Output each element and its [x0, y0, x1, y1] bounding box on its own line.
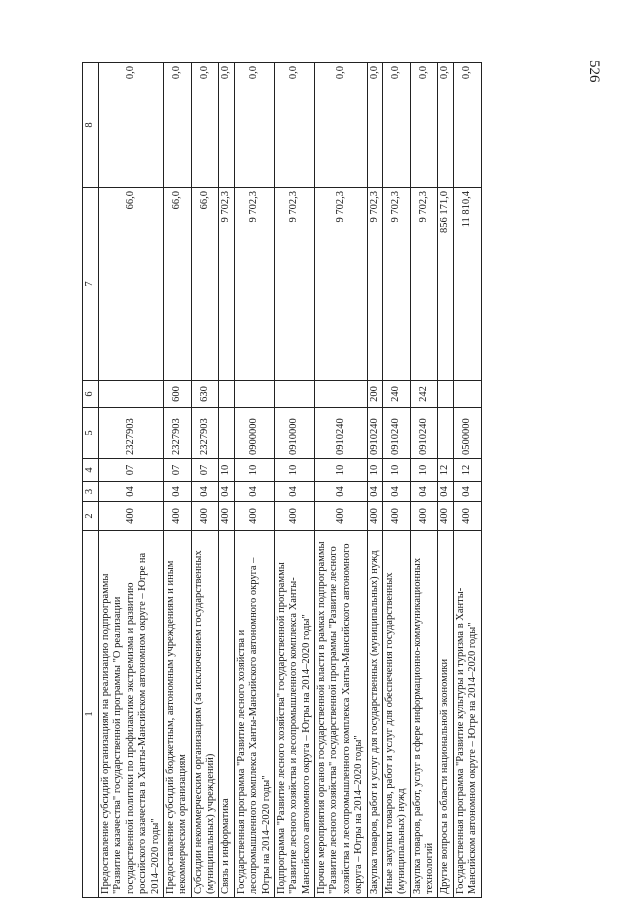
- value-cell-col-5: 2327903: [163, 408, 191, 459]
- value-cell-col-2: 400: [274, 502, 314, 531]
- value-cell-col-4: 07: [191, 459, 219, 482]
- budget-table: [82, 62, 482, 898]
- row-name-cell: Субсидии некоммерческим организациям (за исключением государственных (муниципальных) учреждений): [191, 531, 219, 898]
- value-cell-col-7: 9 702,3: [382, 188, 410, 381]
- value-cell-col-3: 04: [234, 482, 274, 502]
- value-cell-col-8: 0,0: [274, 63, 314, 188]
- value-cell-col-8: 0,0: [191, 63, 219, 188]
- value-cell-col-8: 0,0: [382, 63, 410, 188]
- value-cell-col-7: 11 810,4: [453, 188, 481, 381]
- value-cell-col-4: 10: [382, 459, 410, 482]
- value-cell-col-3: 04: [315, 482, 368, 502]
- value-cell-col-8: 0,0: [367, 63, 382, 188]
- value-cell-col-5: [219, 408, 234, 459]
- table-row: [163, 63, 191, 898]
- value-cell-col-5: [438, 408, 453, 459]
- value-cell-col-8: 0,0: [163, 63, 191, 188]
- value-cell-col-7: 856 171,0: [438, 188, 453, 381]
- value-cell-col-6: [99, 381, 164, 408]
- row-name-cell: Иные закупки товаров, работ и услуг для обеспечения государственных (муниципальных) нужд: [382, 531, 410, 898]
- value-cell-col-2: 400: [163, 502, 191, 531]
- row-name-cell: Государственная программа "Развитие культуры и туризма в Ханты-Мансийском автономном округе – Югре на 2014–2020 годы": [453, 531, 481, 898]
- value-cell-col-4: 10: [219, 459, 234, 482]
- value-cell-col-4: 12: [438, 459, 453, 482]
- column-header-7: 7: [83, 188, 99, 381]
- column-header-4: 4: [83, 459, 99, 482]
- column-header-3: 3: [83, 482, 99, 502]
- column-header-1: 1: [83, 531, 99, 898]
- value-cell-col-2: 400: [99, 502, 164, 531]
- table-row: [99, 63, 164, 898]
- column-header-6: 6: [83, 381, 99, 408]
- value-cell-col-8: 0,0: [99, 63, 164, 188]
- value-cell-col-5: 2327903: [191, 408, 219, 459]
- value-cell-col-6: [315, 381, 368, 408]
- value-cell-col-7: 9 702,3: [234, 188, 274, 381]
- table-body: [99, 63, 482, 898]
- value-cell-col-7: 9 702,3: [410, 188, 438, 381]
- table-row: [410, 63, 438, 898]
- value-cell-col-3: 04: [438, 482, 453, 502]
- value-cell-col-7: 9 702,3: [219, 188, 234, 381]
- value-cell-col-6: 600: [163, 381, 191, 408]
- column-header-5: 5: [83, 408, 99, 459]
- table-row: [274, 63, 314, 898]
- table-row: [453, 63, 481, 898]
- table-row: [191, 63, 219, 898]
- value-cell-col-8: 0,0: [410, 63, 438, 188]
- row-name-cell: Государственная программа "Развитие лесного хозяйства и лесопромышленного комплекса Ханты-Мансийского автономного округа – Югры на 2014–2020 годы": [234, 531, 274, 898]
- value-cell-col-8: 0,0: [315, 63, 368, 188]
- value-cell-col-3: 04: [219, 482, 234, 502]
- value-cell-col-3: 04: [274, 482, 314, 502]
- value-cell-col-4: 10: [315, 459, 368, 482]
- row-name-cell: Предоставление субсидий бюджетным, автономным учреждениям и иным некоммерческим организациям: [163, 531, 191, 898]
- rotated-page-content: [82, 63, 587, 898]
- value-cell-col-3: 04: [382, 482, 410, 502]
- row-name-cell: Прочие мероприятия органов государственной власти в рамках подпрограммы "Развитие лесного хозяйства" государственной программы "Развитие лесного хозяйства и лесопромышленного комплекса Ханты-Мансийского автономного округа – Югры на 2014–2020 годы": [315, 531, 368, 898]
- value-cell-col-3: 04: [163, 482, 191, 502]
- header-row: [83, 63, 99, 898]
- column-header-2: 2: [83, 502, 99, 531]
- value-cell-col-2: 400: [438, 502, 453, 531]
- value-cell-col-5: 0910240: [410, 408, 438, 459]
- value-cell-col-6: 630: [191, 381, 219, 408]
- value-cell-col-6: 240: [382, 381, 410, 408]
- value-cell-col-6: [274, 381, 314, 408]
- value-cell-col-6: 200: [367, 381, 382, 408]
- value-cell-col-7: 66,0: [163, 188, 191, 381]
- value-cell-col-8: 0,0: [234, 63, 274, 188]
- value-cell-col-5: 2327903: [99, 408, 164, 459]
- value-cell-col-4: 10: [274, 459, 314, 482]
- value-cell-col-2: 400: [367, 502, 382, 531]
- row-name-cell: Закупка товаров, работ и услуг для государственных (муниципальных) нужд: [367, 531, 382, 898]
- page-number: 526: [586, 60, 602, 83]
- value-cell-col-4: 07: [99, 459, 164, 482]
- value-cell-col-5: 0910240: [382, 408, 410, 459]
- value-cell-col-5: 0900000: [234, 408, 274, 459]
- value-cell-col-6: [453, 381, 481, 408]
- value-cell-col-3: 04: [453, 482, 481, 502]
- value-cell-col-8: 0,0: [438, 63, 453, 188]
- value-cell-col-3: 04: [410, 482, 438, 502]
- table-row: [382, 63, 410, 898]
- value-cell-col-4: 10: [234, 459, 274, 482]
- value-cell-col-2: 400: [191, 502, 219, 531]
- row-name-cell: Подпрограмма "Развитие лесного хозяйства" государственной программы "Развитие лесного хозяйства и лесопромышленного комплекса Ханты-Мансийского автономного округа – Югры на 2014–2020 годы": [274, 531, 314, 898]
- value-cell-col-2: 400: [315, 502, 368, 531]
- value-cell-col-6: [219, 381, 234, 408]
- value-cell-col-2: 400: [382, 502, 410, 531]
- value-cell-col-7: 9 702,3: [274, 188, 314, 381]
- value-cell-col-5: 0910240: [315, 408, 368, 459]
- value-cell-col-5: 0910240: [367, 408, 382, 459]
- value-cell-col-6: [234, 381, 274, 408]
- value-cell-col-3: 04: [367, 482, 382, 502]
- row-name-cell: Другие вопросы в области национальной экономики: [438, 531, 453, 898]
- row-name-cell: Связь и информатика: [219, 531, 234, 898]
- table-row: [315, 63, 368, 898]
- value-cell-col-7: 9 702,3: [367, 188, 382, 381]
- value-cell-col-7: 66,0: [99, 188, 164, 381]
- table-row: [438, 63, 453, 898]
- value-cell-col-8: 0,0: [219, 63, 234, 188]
- value-cell-col-6: [438, 381, 453, 408]
- value-cell-col-5: 0910000: [274, 408, 314, 459]
- value-cell-col-4: 10: [367, 459, 382, 482]
- value-cell-col-2: 400: [453, 502, 481, 531]
- value-cell-col-3: 04: [191, 482, 219, 502]
- table-row: [219, 63, 234, 898]
- value-cell-col-7: 66,0: [191, 188, 219, 381]
- table-row: [234, 63, 274, 898]
- value-cell-col-7: 9 702,3: [315, 188, 368, 381]
- value-cell-col-2: 400: [219, 502, 234, 531]
- row-name-cell: Предоставление субсидий организациям на реализацию подпрограммы "Развитие казачества" государственной программы "О реализации государственной политики по профилактике экстремизма и развитию российского казачества в Ханты-Мансийском автономном округе – Югре на 2014–2020 годы": [99, 531, 164, 898]
- column-header-8: 8: [83, 63, 99, 188]
- value-cell-col-2: 400: [410, 502, 438, 531]
- value-cell-col-8: 0,0: [453, 63, 481, 188]
- value-cell-col-4: 12: [453, 459, 481, 482]
- value-cell-col-6: 242: [410, 381, 438, 408]
- value-cell-col-2: 400: [234, 502, 274, 531]
- value-cell-col-4: 10: [410, 459, 438, 482]
- value-cell-col-4: 07: [163, 459, 191, 482]
- table-row: [367, 63, 382, 898]
- row-name-cell: Закупка товаров, работ, услуг в сфере информационно-коммуникационных технологий: [410, 531, 438, 898]
- value-cell-col-3: 04: [99, 482, 164, 502]
- value-cell-col-5: 0500000: [453, 408, 481, 459]
